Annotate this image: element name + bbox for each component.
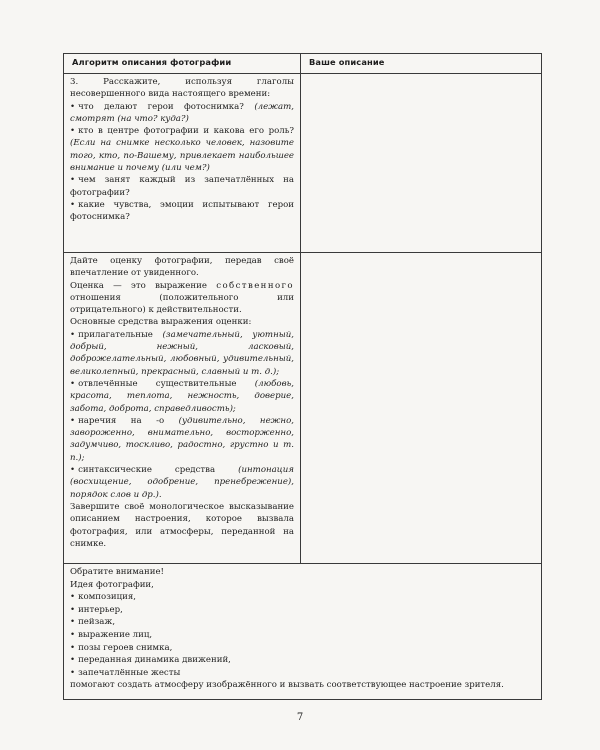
bullet-icon [70,630,78,640]
assessment-answer-cell[interactable] [301,253,542,564]
step3-intro: 3. Расскажите, используя глаголы несовершенного вида настоящего времени: [70,77,294,100]
assessment-intro: Дайте оценку фотографии, передав своё впечатление от увиденного. [70,256,294,279]
step3-question-1: • что делают герои фотоснимка? (лежат, смотрят (на что? куда?) [70,101,294,126]
bullet-icon [70,655,78,665]
assessment-means-title: Основные средства выражения оценки: [70,317,252,328]
means-abstract-nouns: • отвлечённые существительные (любовь, красота, теплота, нежность, доверие, забота, доброта, справедливость); [70,378,294,415]
bullet-icon [70,416,78,426]
assessment-definition: Оценка — это выражение собственного отношения (положительного или отрицательного) к действительности. [70,280,294,316]
bullet-icon [70,617,78,627]
bullet-icon [70,102,78,112]
note-item: • позы героев снимка, [70,642,535,655]
page-number: 7 [296,712,304,723]
assessment-instructions-cell [64,253,301,564]
step3-question-3: • чем занят каждый из запечатлённых на фотографии? [70,174,294,199]
bullet-icon [70,175,78,185]
bullet-icon [70,126,78,136]
bullet-icon [70,200,78,210]
bullet-icon [70,592,78,602]
bullet-icon [70,605,78,615]
means-adverbs: • наречия на -о (удивительно, нежно, завороженно, внимательно, восторженно, задумчиво, тоскливо, радостно, грустно и т. п.); [70,415,294,464]
bullet-icon [70,379,78,389]
row-assessment [64,253,542,564]
note-conclusion: помогают создать атмосферу изображённого и вызвать соответствующее настроение зрителя. [70,680,504,691]
means-syntactic: • синтаксические средства (интонация (восхищение, одобрение, пренебрежение), порядок слов и др.). [70,464,294,501]
bullet-icon [70,330,78,340]
note-cell [64,564,542,700]
header-algorithm: Алгоритм описания фотографии [64,54,301,74]
bullet-icon [70,668,78,678]
note-item: • переданная динамика движений, [70,654,535,667]
step3-instructions-cell [64,74,301,253]
means-adjectives: • прилагательные (замечательный, уютный, добрый, нежный, ласковый, доброжелательный, любовный, удивительный, великолепный, прекрасный, славный и т. д.); [70,329,294,378]
note-item: • выражение лиц, [70,629,535,642]
step3-answer-cell[interactable] [301,74,542,253]
step3-question-2: • кто в центре фотографии и какова его роль? (Если на снимке несколько человек, назовите того, кто, по-Вашему, привлекает наибольшее внимание и почему (или чем?) [70,125,294,174]
note-lead: Идея фотографии, [70,579,154,590]
note-item: • интерьер, [70,604,535,617]
bullet-icon [70,465,78,475]
header-your-description: Ваше описание [301,54,542,74]
note-title: Обратите внимание! [70,567,164,577]
bullet-icon [70,643,78,653]
step3-question-4: • какие чувства, эмоции испытывают герои фотоснимка? [70,199,294,224]
assessment-conclusion: Завершите своё монологическое высказывание описанием настроения, которое вызвала фотография, или атмосферы, переданной на снимке. [70,501,294,549]
row-step-3 [64,74,542,253]
note-item: • композиция, [70,591,535,604]
row-note [64,564,542,700]
note-item: • пейзаж, [70,616,535,629]
description-algorithm-table [63,53,542,700]
note-item: • запечатлённые жесты [70,667,535,680]
